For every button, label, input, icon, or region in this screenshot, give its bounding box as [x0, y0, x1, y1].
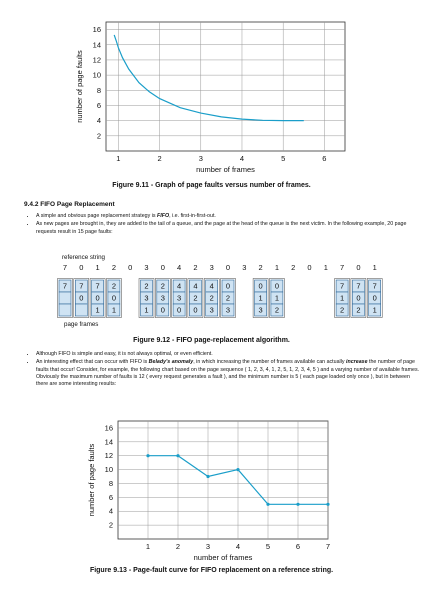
frame-value: 0	[356, 293, 361, 303]
reference-value: 2	[193, 263, 198, 272]
frame-cell	[59, 304, 71, 316]
y-axis-label: number of page faults	[75, 50, 84, 123]
data-point	[296, 503, 299, 506]
y-tick-label: 8	[96, 85, 101, 95]
frame-value: 0	[274, 281, 279, 291]
list-item: • An interesting effect that can occur with FIFO is Belady's anomaly, in which increasing the number of frames available can actually increase the number of page faults that occur! Consider, for example, the following chart based on the page sequence ( 1, 2, 3, 4, 1, 2, 5, 1, 2, 3, 4, 5 ) and a varying number of available frames. Obviously the maximum number of faults is 12 ( every request generates a fault ), and the minimum number is 5 ( each page loaded only once ), but in between there are some interesting results:	[36, 359, 420, 388]
reference-value: 0	[225, 263, 231, 272]
frame-value: 3	[144, 293, 149, 303]
frame-value: 3	[177, 293, 182, 303]
frame-value: 3	[258, 305, 263, 315]
frame-value: 2	[340, 305, 345, 315]
frame-value: 7	[95, 281, 100, 291]
belady-notes-list	[22, 351, 420, 389]
x-tick-label: 6	[322, 154, 327, 163]
y-tick-label: 8	[108, 478, 113, 488]
y-tick-label: 10	[104, 465, 113, 475]
reference-value: 0	[307, 263, 312, 272]
figure-9-13-caption: Figure 9.13 - Page-fault curve for FIFO replacement on a reference string.	[89, 567, 334, 574]
frame-value: 0	[111, 293, 116, 303]
frame-value: 7	[372, 281, 377, 291]
y-tick-label: 12	[92, 55, 101, 65]
plot-frame	[106, 22, 345, 151]
x-tick-label: 4	[235, 542, 241, 551]
x-tick-label: 5	[265, 542, 271, 551]
frame-cell	[75, 304, 87, 316]
frame-value: 1	[372, 305, 377, 315]
x-tick-label: 5	[281, 154, 286, 163]
x-tick-label: 1	[116, 154, 121, 163]
reference-value: 4	[177, 263, 182, 272]
figure-9-12-caption: Figure 9.12 - FIFO page-replacement algorithm.	[133, 337, 290, 344]
frame-value: 0	[95, 293, 100, 303]
frame-value: 4	[193, 281, 198, 291]
frame-value: 7	[340, 281, 345, 291]
data-point	[236, 468, 239, 471]
x-axis-label: number of frames	[196, 165, 255, 174]
reference-value: 0	[356, 263, 361, 272]
section-heading: 9.4.2 FIFO Page Replacement	[24, 201, 115, 208]
fifo-intro-list	[22, 213, 418, 237]
frame-value: 0	[79, 293, 84, 303]
page-faults-vs-frames-chart	[0, 0, 423, 185]
x-axis-label: number of frames	[193, 553, 253, 562]
x-tick-label: 2	[175, 542, 181, 551]
frame-value: 1	[144, 305, 149, 315]
frame-value: 0	[372, 293, 377, 303]
frame-value: 3	[225, 305, 231, 315]
y-tick-label: 16	[92, 25, 101, 35]
data-point	[326, 503, 329, 506]
reference-value: 1	[95, 263, 100, 272]
frame-cell	[59, 292, 71, 304]
y-tick-label: 14	[92, 40, 101, 50]
frame-value: 4	[177, 281, 182, 291]
reference-value: 3	[242, 263, 247, 272]
figure-9-11-caption: Figure 9.11 - Graph of page faults versus number of frames.	[112, 182, 311, 189]
frame-value: 1	[111, 305, 116, 315]
frame-value: 2	[111, 281, 116, 291]
reference-value: 1	[274, 263, 279, 272]
reference-value: 7	[340, 263, 345, 272]
y-tick-label: 10	[92, 70, 101, 80]
frame-value: 0	[160, 305, 165, 315]
data-point	[176, 454, 179, 457]
reference-value: 1	[372, 263, 377, 272]
list-item: • Although FIFO is simple and easy, it is not always optimal, or even efficient.	[36, 351, 420, 358]
frame-value: 2	[193, 293, 198, 303]
frame-value: 2	[225, 293, 231, 303]
y-tick-label: 2	[96, 131, 101, 141]
y-tick-label: 4	[96, 116, 101, 126]
y-tick-label: 2	[108, 520, 113, 530]
frame-value: 1	[258, 293, 263, 303]
frame-value: 2	[209, 293, 214, 303]
frame-value: 2	[144, 281, 149, 291]
y-tick-label: 16	[104, 423, 113, 433]
x-tick-label: 2	[157, 154, 162, 163]
frame-value: 4	[209, 281, 214, 291]
data-point	[146, 454, 149, 457]
x-tick-label: 1	[145, 542, 151, 551]
frame-value: 1	[274, 293, 279, 303]
frame-value: 7	[79, 281, 84, 291]
frame-value: 0	[193, 305, 198, 315]
frame-value: 1	[340, 293, 345, 303]
reference-string-label: reference string	[62, 254, 105, 261]
y-tick-label: 14	[104, 437, 113, 447]
data-point	[206, 475, 209, 478]
list-item: • A simple and obvious page replacement strategy is FIFO, i.e. first-in-first-out.	[36, 213, 418, 220]
frame-value: 0	[225, 281, 231, 291]
reference-value: 0	[160, 263, 165, 272]
plot-frame	[118, 421, 328, 539]
x-tick-label: 4	[239, 154, 245, 163]
reference-value: 2	[291, 263, 296, 272]
reference-value: 0	[128, 263, 133, 272]
frame-value: 3	[209, 305, 214, 315]
reference-value: 1	[323, 263, 328, 272]
y-tick-label: 12	[104, 451, 113, 461]
frame-value: 0	[258, 281, 263, 291]
frame-value: 3	[160, 293, 165, 303]
frame-value: 2	[274, 305, 279, 315]
data-point	[266, 503, 269, 506]
reference-value: 3	[144, 263, 149, 272]
frame-value: 2	[160, 281, 165, 291]
reference-value: 3	[209, 263, 214, 272]
page-frames-label: page frames	[64, 321, 99, 328]
x-tick-label: 3	[205, 542, 211, 551]
reference-value: 2	[111, 263, 116, 272]
x-tick-label: 7	[325, 542, 331, 551]
frame-value: 7	[356, 281, 361, 291]
frame-value: 1	[95, 305, 100, 315]
frame-value: 2	[356, 305, 361, 315]
reference-value: 0	[79, 263, 84, 272]
y-axis-label: number of page faults	[87, 443, 96, 517]
fifo-page-fault-curve-chart	[0, 408, 423, 570]
reference-value: 2	[258, 263, 263, 272]
frame-value: 0	[177, 305, 182, 315]
x-tick-label: 6	[295, 542, 301, 551]
list-item: • As new pages are brought in, they are added to the tail of a queue, and the page at the head of the queue is the next victim. In the following example, 20 page requests result in 15 page faults:	[36, 221, 418, 236]
y-tick-label: 6	[96, 100, 101, 110]
y-tick-label: 4	[108, 506, 113, 516]
frame-value: 7	[62, 281, 68, 291]
y-tick-label: 6	[108, 492, 113, 502]
reference-value: 7	[62, 263, 68, 272]
x-tick-label: 3	[198, 154, 203, 163]
